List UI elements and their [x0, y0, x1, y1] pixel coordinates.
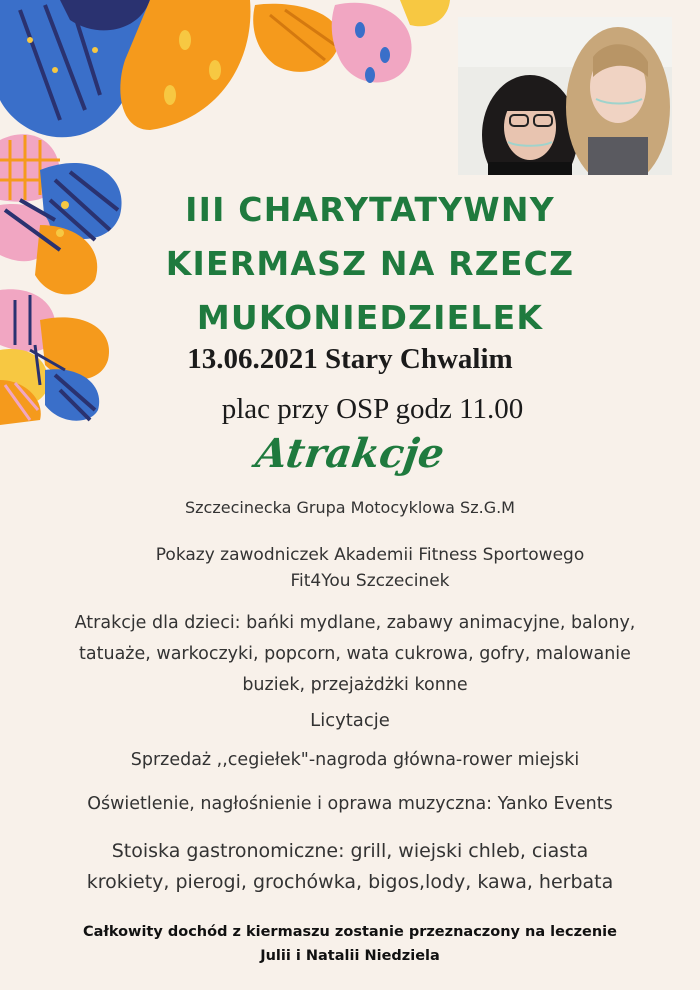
attraction-bricks-sale: Sprzedaż ,,cegiełek"-nagroda główna-rower miejski — [130, 750, 580, 770]
attraction-motorcycle-group: Szczecinecka Grupa Motocyklowa Sz.G.M — [185, 498, 515, 517]
pink-petal — [332, 3, 412, 83]
event-place: plac przy OSP godz 11.00 — [221, 393, 524, 425]
orange-petal — [120, 0, 250, 130]
title-line-2: KIERMASZ NA RZECZ — [165, 244, 575, 283]
attraction-auctions: Licytacje — [310, 710, 390, 731]
blue-petal — [0, 0, 150, 137]
footer-note: Całkowity dochód z kiermaszu zostanie przeznaczony na leczenie Julii i Natalii Niedziela — [83, 924, 617, 964]
attraction-kids: Atrakcje dla dzieci: bańki mydlane, zabawy animacyjne, balony, tatuaże, warkoczyki, popcorn, wata cukrowa, gofry, malowanie buziek, przejażdżki konne — [74, 613, 636, 695]
attractions-heading: Atrakcje — [252, 430, 448, 477]
attraction-lighting-sound: Oświetlenie, nagłośnienie i oprawa muzyczna: Yanko Events — [87, 794, 613, 814]
attraction-fitness-show: Pokazy zawodniczek Akademii Fitness Sportowego Fit4You Szczecinek — [155, 545, 585, 591]
title-line-1: III CHARYTATYWNY — [185, 190, 555, 229]
photo-two-girls — [458, 17, 672, 175]
attraction-food-stands: Stoiska gastronomiczne: grill, wiejski chleb, ciasta krokiety, pierogi, grochówka, bigos,lody, kawa, herbata — [86, 840, 614, 893]
event-title — [150, 183, 590, 345]
title-line-3: MUKONIEDZIELEK — [196, 298, 544, 337]
event-date: 13.06.2021 Stary Chwalim — [187, 343, 513, 375]
blue-petal-2 — [40, 163, 122, 239]
